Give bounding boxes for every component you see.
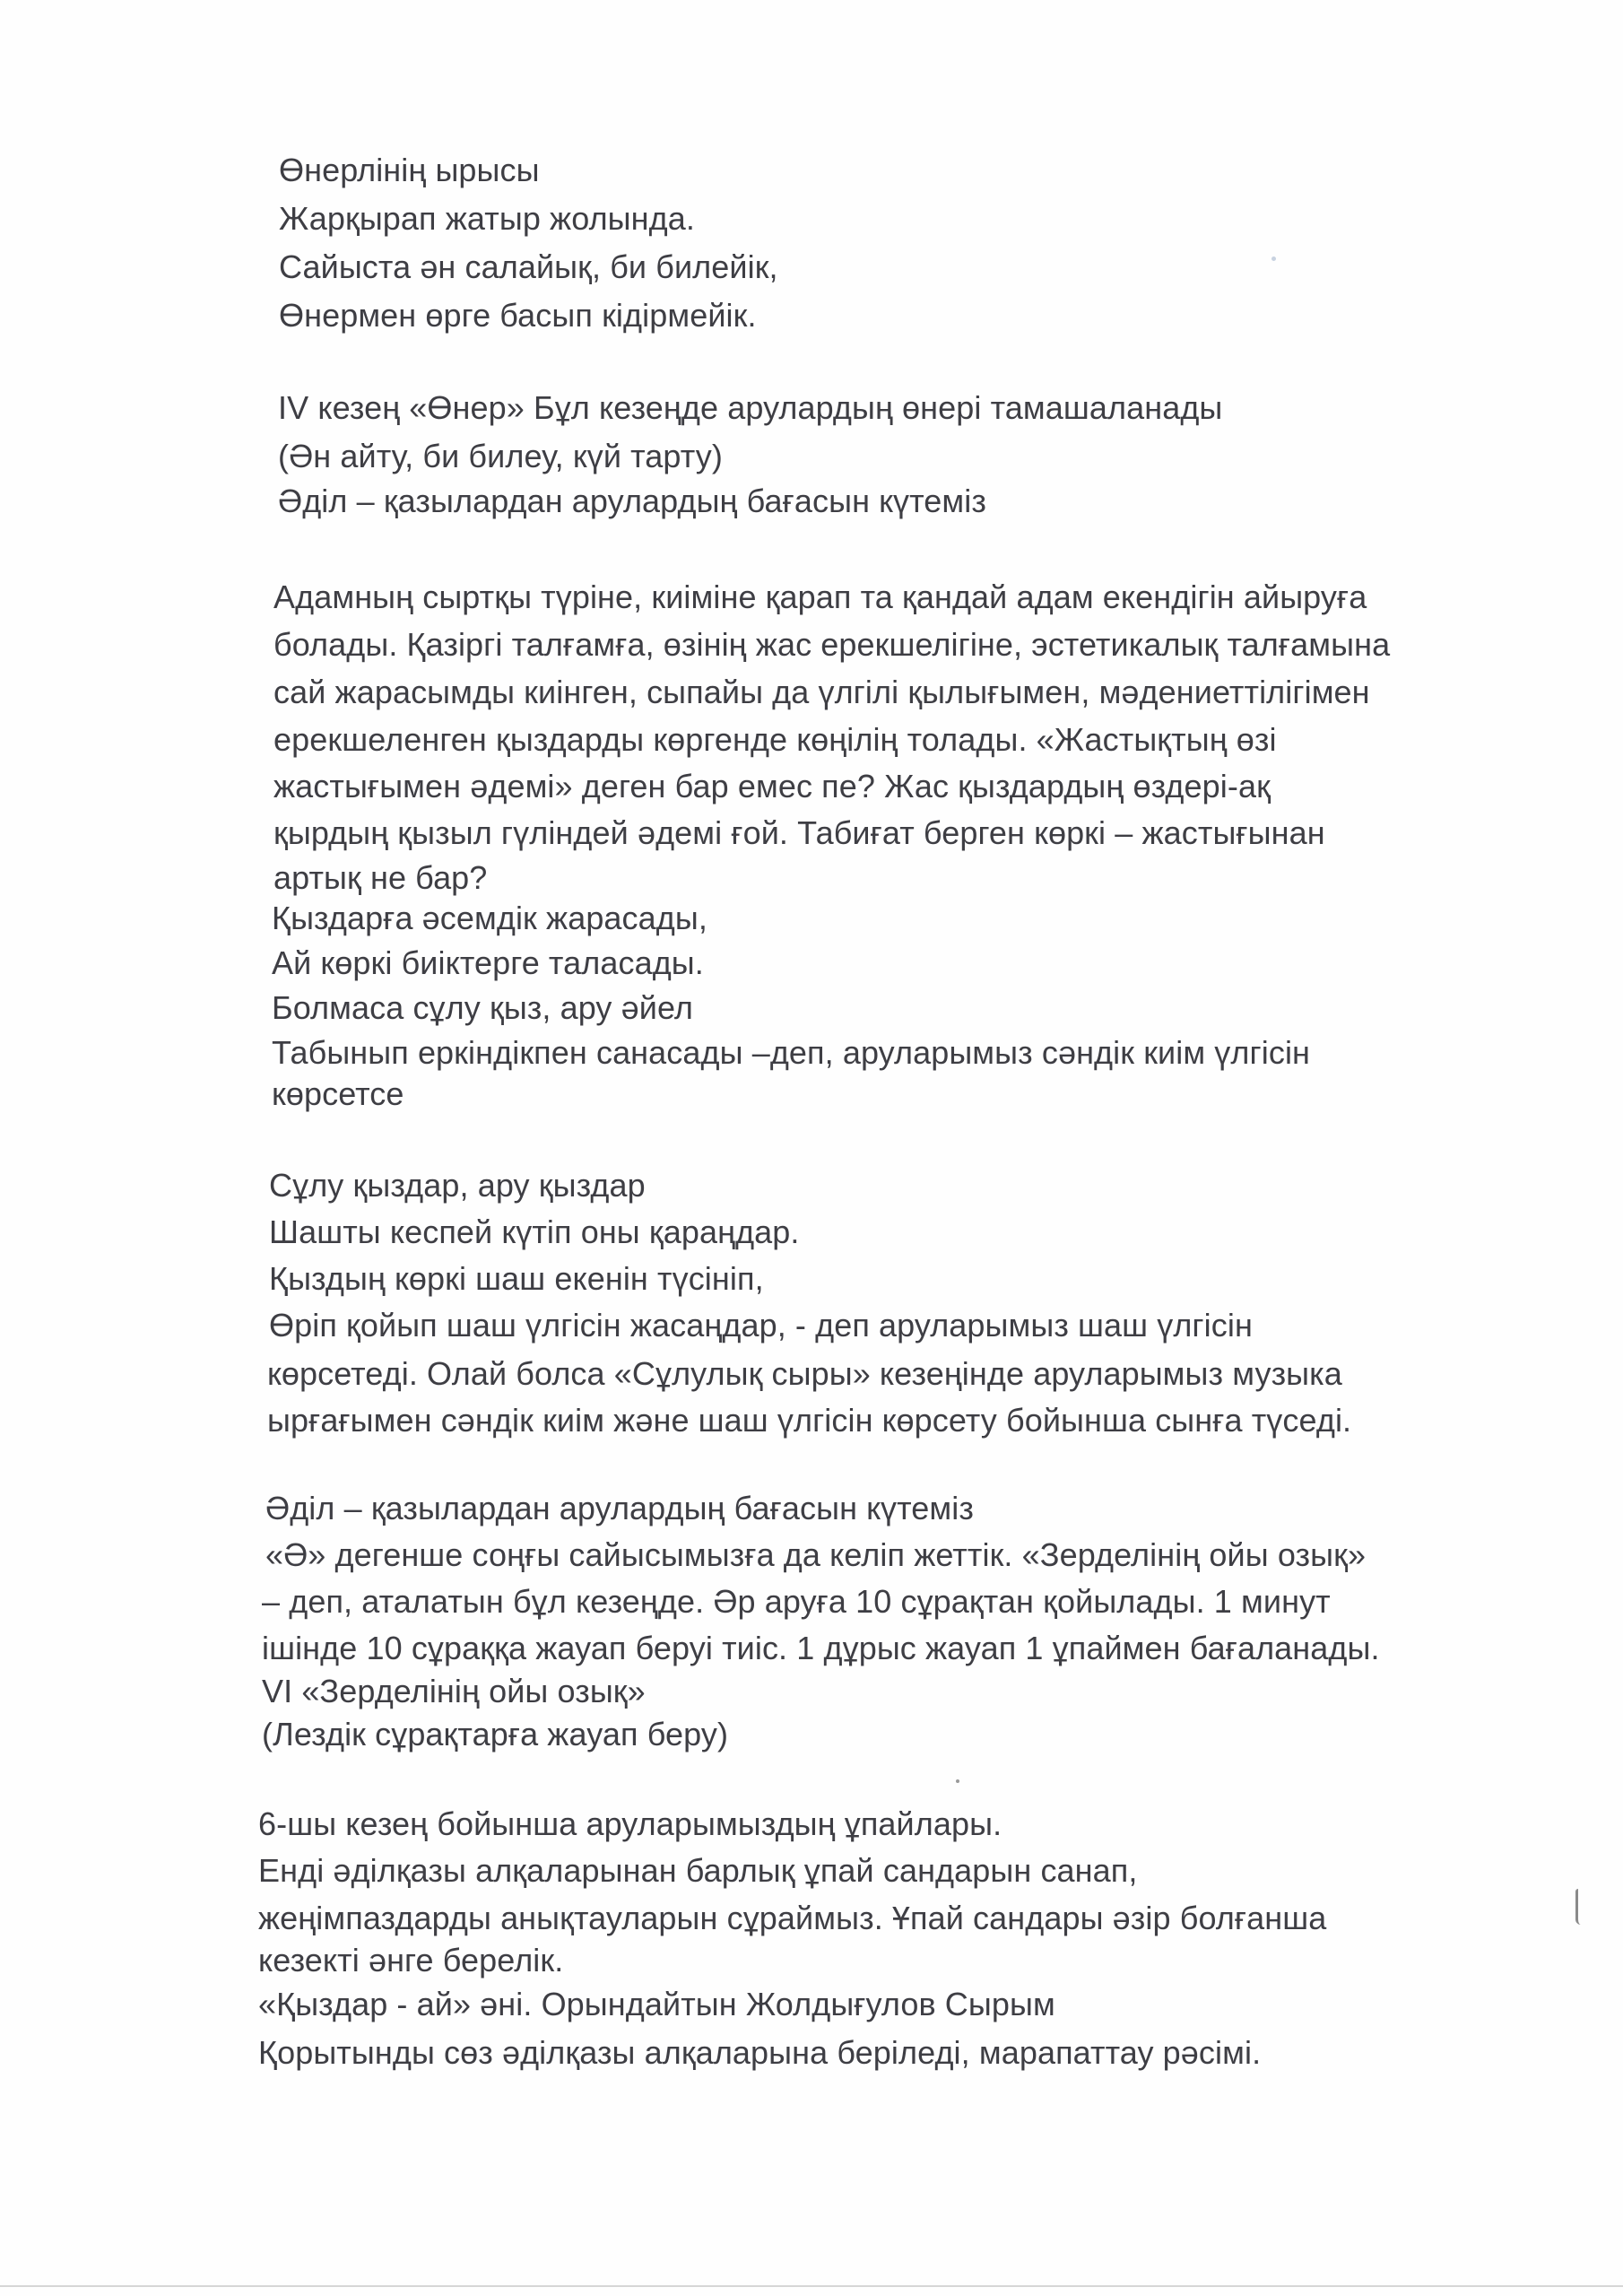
paragraph-line: ырғағымен сәндік киім және шаш үлгісін көрсету бойынша сынға түседі. <box>267 1402 1352 1439</box>
stage-heading: VІ «Зерделінің ойы озық» <box>262 1673 646 1709</box>
paragraph-line: болады. Қазіргі талғамға, өзінің жас ерекшелігіне, эстетикалық талғамына <box>273 626 1391 663</box>
text-line: (Лездік сұрақтарға жауап беру) <box>262 1716 729 1752</box>
paragraph-line: кезекті әнге берелік. <box>258 1942 564 1979</box>
text-line: (Ән айту, би билеу, күй тарту) <box>278 438 723 474</box>
paragraph-line: жеңімпаздарды анықтауларын сұраймыз. Ұпай сандары әзір болғанша <box>258 1900 1327 1936</box>
paragraph-line: – деп, аталатын бұл кезеңде. Әр аруға 10 сұрақтан қойылады. 1 минут <box>262 1583 1331 1620</box>
paragraph-line: сай жарасымды киінген, сыпайы да үлгілі қылығымен, мәдениеттілігімен <box>273 674 1370 710</box>
poem-line: Қыздың көркі шаш екенін түсініп, <box>269 1260 764 1297</box>
paragraph-line: көрсетеді. Олай болса «Сұлулық сыры» кезеңінде аруларымыз музыка <box>267 1355 1342 1392</box>
paragraph-line: жастығымен әдемі» деген бар емес пе? Жас қыздардың өздері-ақ <box>273 768 1271 804</box>
paragraph-line: Адамның сыртқы түріне, киіміне қарап та қандай адам екендігін айыруға <box>273 578 1367 615</box>
paragraph-line: артық не бар? <box>273 859 488 896</box>
poem-line: Өріп қойып шаш үлгісін жасаңдар, - деп аруларымыз шаш үлгісін <box>269 1307 1253 1344</box>
poem-line: көрсетсе <box>272 1075 404 1112</box>
text-line: «Қыздар - ай» әні. Орындайтын Жолдығулов Сырым <box>258 1986 1055 2022</box>
text-line: Әділ – қазылардан арулардың бағасын күтеміз <box>278 483 986 519</box>
scan-edge-mark <box>1575 1889 1582 1925</box>
paragraph-line: Енді әділқазы алқаларынан барлық ұпай сандарын санап, <box>258 1852 1138 1889</box>
poem-line: Жарқырап жатыр жолында. <box>279 200 695 237</box>
paragraph-line: «Ә» дегенше соңғы сайысымызға да келіп жеттік. «Зерделінің ойы озық» <box>265 1536 1367 1573</box>
paragraph-line: қырдың қызыл гүліндей әдемі ғой. Табиғат берген көркі – жастығынан <box>273 814 1325 851</box>
poem-line: Ай көркі биіктерге таласады. <box>272 944 704 981</box>
poem-line: Болмаса сұлу қыз, ару әйел <box>272 989 694 1026</box>
stage-heading: ІV кезең «Өнер» Бұл кезеңде арулардың өнері тамашаланады <box>278 389 1223 426</box>
poem-line: Өнермен өрге басып кідірмейік. <box>279 297 757 334</box>
poem-line: Қыздарға әсемдік жарасады, <box>272 900 707 936</box>
poem-line: Табынып еркіндікпен санасады –деп, аруларымыз сәндік киім үлгісін <box>272 1034 1311 1071</box>
text-line: Қорытынды сөз әділқазы алқаларына беріледі, марапаттау рәсімі. <box>258 2034 1262 2071</box>
poem-line: Сұлу қыздар, ару қыздар <box>269 1167 646 1204</box>
paragraph-line: ішінде 10 сұраққа жауап беруі тиіс. 1 дұрыс жауап 1 ұпаймен бағаланады. <box>262 1630 1380 1666</box>
text-line: Әділ – қазылардан арулардың бағасын күтеміз <box>265 1490 974 1526</box>
scan-bottom-edge <box>0 2285 1623 2287</box>
poem-line: Шашты кеспей күтіп оны қараңдар. <box>269 1213 800 1250</box>
poem-line: Өнерлінің ырысы <box>279 152 540 188</box>
scan-speck <box>956 1779 959 1783</box>
poem-line: Сайыста ән салайық, би билейік, <box>279 248 778 285</box>
paragraph-line: ерекшеленген қыздарды көргенде көңілің толады. «Жастықтың өзі <box>273 721 1277 758</box>
text-line: 6-шы кезең бойынша аруларымыздың ұпайлары. <box>258 1805 1002 1842</box>
scan-speck <box>1271 257 1276 261</box>
